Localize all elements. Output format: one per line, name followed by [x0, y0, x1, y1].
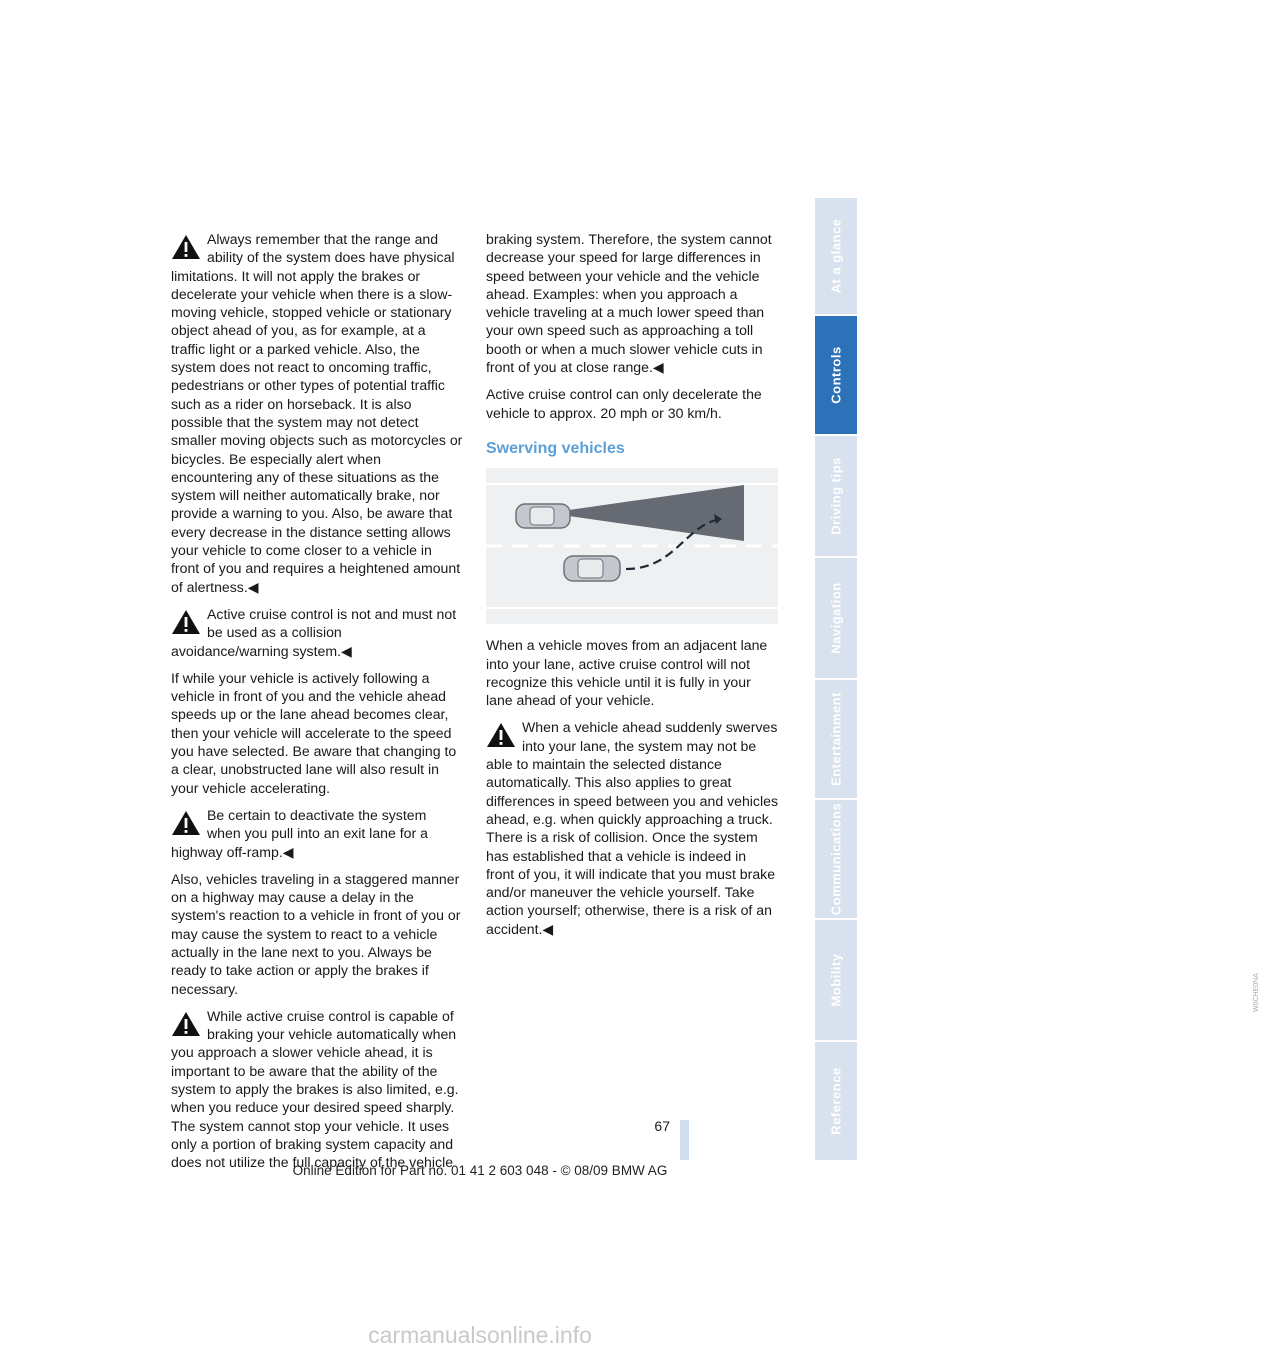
tab-communications[interactable]: [815, 800, 857, 920]
tab-label: Mobility: [828, 953, 844, 1007]
warning-block: [486, 718, 778, 938]
tab-label: Driving tips: [828, 457, 844, 535]
tab-label: Entertainment: [828, 692, 844, 786]
body-paragraph: Also, vehicles traveling in a staggered manner on a highway may cause a delay in the system's reaction to a vehicle in front of you or may cause the system to react to a vehicle actually in the lane next to you. Always be ready to take action or apply the brakes if necessary.: [171, 870, 461, 997]
warning-block: [171, 806, 463, 861]
footer-edition-text: Online Edition for Part no. 01 41 2 603 048 - © 08/09 BMW AG: [292, 1163, 668, 1178]
tab-at-a-glance[interactable]: [815, 198, 857, 316]
tab-entertainment[interactable]: [815, 680, 857, 800]
warning-text: While active cruise control is capable of braking your vehicle automatically when you approach a slower vehicle ahead, it is important to be aware that the ability of the system to apply the brakes is also limited, e.g. when you reduce your desired speed sharply. The system cannot stop your vehicle. It uses only a portion of braking system capacity and does not utilize the full capacity of the vehicle: [171, 1007, 459, 1171]
road-diagram: [486, 468, 778, 624]
watermark: carmanualsonline.info: [368, 1322, 592, 1348]
tab-label: Reference: [828, 1067, 844, 1135]
body-paragraph: Active cruise control can only decelerate the vehicle to approx. 20 mph or 30 km/h.: [486, 386, 762, 421]
tab-controls[interactable]: [815, 316, 857, 436]
tab-label: Communications: [828, 802, 844, 916]
warning-text: Always remember that the range and ability of the system does have physical limitations. It will not apply the brakes or decelerate your vehicle when there is a slow-moving vehicle, stopped vehicle or stationary object ahead of you, as for example, at a traffic light or a parked vehicle. Also, the system does not react to oncoming traffic, pedestrians or other types of potential traffic such as a rider on horseback. It is also possible that the system may not detect smaller moving objects such as motorcycles or bicycles. Be especially alert when encountering any of these situations as the system will neither automatically brake, nor provide a warning to you. Also, be aware that every decrease in the distance setting allows your vehicle to come closer to a vehicle in front of you and requires a heightened amount of alertness.◀: [171, 231, 463, 595]
swerving-car-icon: [564, 556, 620, 581]
tab-label: Controls: [828, 346, 844, 404]
warning-triangle-icon: [171, 810, 201, 837]
warning-triangle-icon: [486, 722, 516, 749]
page-marker-bar: [680, 1120, 689, 1160]
tab-label: Navigation: [828, 582, 844, 654]
warning-block: [171, 605, 463, 660]
page-number: 67: [654, 1118, 670, 1134]
body-paragraph: When a vehicle moves from an adjacent lane into your lane, active cruise control will not recognize this vehicle until it is fully in your lane ahead of your vehicle.: [486, 637, 768, 709]
tab-reference[interactable]: [815, 1042, 857, 1162]
left-column: [171, 230, 463, 1181]
warning-triangle-icon: [171, 1011, 201, 1038]
tab-driving-tips[interactable]: [815, 436, 857, 558]
chapter-sidebar: [815, 198, 857, 1160]
warning-triangle-icon: [171, 609, 201, 636]
warning-triangle-icon: [171, 234, 201, 261]
warning-text: Be certain to deactivate the system when you pull into an exit lane for a highway off-ramp.◀: [171, 806, 428, 860]
front-car-icon: [516, 504, 570, 528]
body-paragraph: If while your vehicle is actively following a vehicle in front of you and the vehicle ahead speeds up or the lane ahead becomes clear, then your vehicle will accelerate to the speed you have selected. Be aware that changing to a clear, unobstructed lane will also result in your vehicle accelerating.: [171, 669, 457, 796]
warning-block: [171, 1007, 463, 1172]
tab-label: At a glance: [828, 218, 844, 294]
figure-code: W0CHE0NA: [1253, 973, 1260, 1013]
section-heading: Swerving vehicles: [486, 439, 625, 457]
warning-text: Active cruise control is not and must not be used as a collision avoidance/warning system.◀: [171, 605, 457, 659]
warning-block: [171, 230, 463, 596]
body-paragraph: braking system. Therefore, the system cannot decrease your speed for large differences in speed between your vehicle and the vehicle ahead. Examples: when you approach a vehicle traveling at a much lower speed than your own speed such as approaching a toll booth or when a much slower vehicle cuts in front of you at close range.◀: [486, 231, 772, 376]
warning-text: When a vehicle ahead suddenly swerves into your lane, the system may not be able to maintain the selected distance automatically. This also applies to great differences in speed between you and vehicles ahead, e.g. when quickly approaching a truck. There is a risk of collision. Once the system has established that a vehicle is indeed in front of you, it will indicate that you must brake and/or maneuver the vehicle yourself. Take action yourself; otherwise, there is a risk of an accident.◀: [486, 719, 778, 937]
tab-mobility[interactable]: [815, 920, 857, 1042]
tab-navigation[interactable]: [815, 558, 857, 680]
